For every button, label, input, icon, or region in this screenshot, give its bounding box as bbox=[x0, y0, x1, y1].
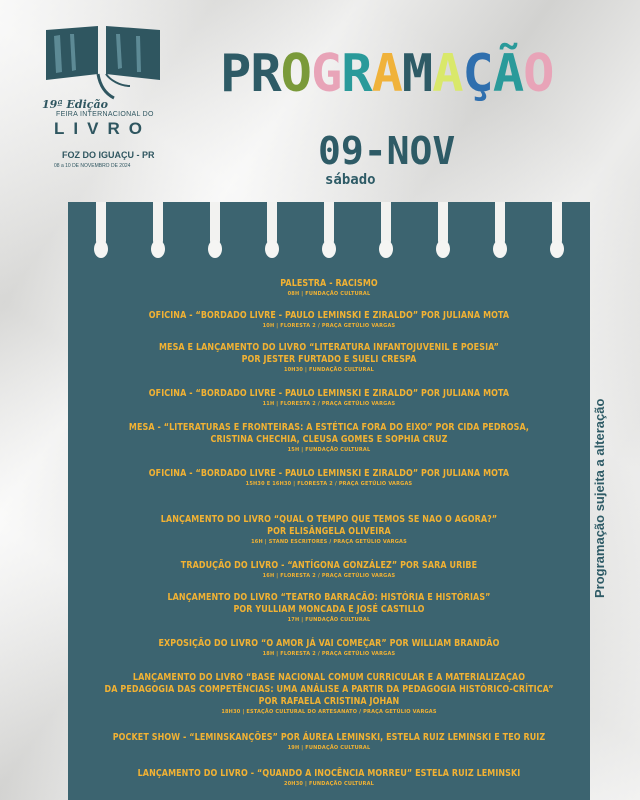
schedule-item-title: OFICINA - “BORDADO LIVRE - PAULO LEMINSKI E ZIRALDO” POR JULIANA MOTA bbox=[148, 388, 510, 399]
event-weekday: sábado bbox=[325, 172, 376, 188]
schedule-item-title: PALESTRA - RACISMO bbox=[280, 278, 378, 289]
logo-edition: 19ª Edição bbox=[42, 98, 108, 111]
schedule-item-time-place: 15H30 E 16H30 | FLORESTA 2 / PRAÇA GETÚLIO VARGAS bbox=[245, 481, 413, 487]
event-date: 09-NOV bbox=[318, 129, 456, 173]
schedule-item-time-place: 10H30 | FUNDAÇÃO CULTURAL bbox=[283, 367, 375, 373]
schedule-item-title: OFICINA - “BORDADO LIVRE - PAULO LEMINSKI E ZIRALDO” POR JULIANA MOTA bbox=[148, 310, 510, 321]
schedule-item bbox=[68, 514, 590, 546]
schedule-item-time-place: 17H | FUNDAÇÃO CULTURAL bbox=[287, 617, 371, 623]
logo-wordmark: LIVRO bbox=[54, 119, 151, 138]
schedule-item-title: DA PEDAGOGIA DAS COMPETÊNCIAS: UMA ANÁLISE A PARTIR DA PEDAGOGIA HISTÓRICO-CRÍTICA” bbox=[104, 684, 554, 695]
schedule-item bbox=[68, 672, 590, 716]
schedule-item-title: OFICINA - “BORDADO LIVRE - PAULO LEMINSKI E ZIRALDO” POR JULIANA MOTA bbox=[148, 468, 510, 479]
schedule-item-title: POR RAFAELA CRISTINA JOHAN bbox=[258, 696, 400, 707]
book-icon bbox=[40, 22, 170, 102]
title-letter: M bbox=[401, 44, 433, 104]
event-list bbox=[68, 202, 590, 800]
schedule-item-time-place: 16H | STAND ESCRITORES / PRAÇA GETÚLIO VARGAS bbox=[251, 539, 407, 545]
title-letter: O bbox=[523, 44, 554, 104]
title-letter: Ç bbox=[462, 44, 493, 104]
title-letter: R bbox=[250, 44, 281, 104]
schedule-item bbox=[68, 468, 590, 488]
schedule-item-title: POR YULLIAM MONCADA E JOSÉ CASTILLO bbox=[233, 604, 425, 615]
title-letter: R bbox=[341, 44, 372, 104]
schedule-item-title: MESA - “LITERATURAS E FRONTEIRAS: A ESTÉTICA FORA DO EIXO” POR CIDA PEDROSA, bbox=[128, 422, 530, 433]
schedule-item bbox=[68, 422, 590, 454]
schedule-item bbox=[68, 768, 590, 788]
page-title bbox=[220, 44, 620, 104]
title-letter: P bbox=[220, 44, 251, 104]
schedule-item-title: POR JESTER FURTADO E SUELI CRESPA bbox=[241, 354, 417, 365]
schedule-item-time-place: 15H | FUNDAÇÃO CULTURAL bbox=[287, 447, 371, 453]
schedule-item bbox=[68, 638, 590, 658]
schedule-item-time-place: 18H | FLORESTA 2 / PRAÇA GETÚLIO VARGAS bbox=[262, 651, 396, 657]
schedule-item-time-place: 19H | FUNDAÇÃO CULTURAL bbox=[287, 745, 371, 751]
schedule-item bbox=[68, 388, 590, 408]
logo-subtitle: FEIRA INTERNACIONAL DO bbox=[56, 111, 154, 118]
schedule-item bbox=[68, 278, 590, 298]
schedule-item-time-place: 11H | FLORESTA 2 / PRAÇA GETÚLIO VARGAS bbox=[262, 401, 396, 407]
schedule-item-title: EXPOSIÇÃO DO LIVRO “O AMOR JÁ VAI COMEÇAR” POR WILLIAM BRANDÃO bbox=[158, 638, 500, 649]
schedule-item bbox=[68, 310, 590, 330]
schedule-item-title: LANÇAMENTO DO LIVRO “QUAL O TEMPO QUE TEMOS SE NÃO O AGORA?” bbox=[160, 514, 498, 525]
schedule-item bbox=[68, 592, 590, 624]
logo-dates: 08 a 10 DE NOVEMBRO DE 2024 bbox=[54, 163, 131, 169]
schedule-item-title: LANÇAMENTO DO LIVRO - “QUANDO A INOCÊNCIA MORREU” ESTELA RUIZ LEMINSKI bbox=[137, 768, 521, 779]
schedule-item-title: MESA E LANÇAMENTO DO LIVRO “LITERATURA INFANTOJUVENIL E POESIA” bbox=[158, 342, 500, 353]
schedule-item-time-place: 10H | FLORESTA 2 / PRAÇA GETÚLIO VARGAS bbox=[262, 323, 396, 329]
schedule-item-time-place: 18H30 | ESTAÇÃO CULTURAL DO ARTESANATO / PRAÇA GETÚLIO VARGAS bbox=[221, 709, 437, 715]
schedule-item-time-place: 20H30 | FUNDAÇÃO CULTURAL bbox=[283, 781, 375, 787]
schedule-item bbox=[68, 732, 590, 752]
logo-city: FOZ DO IGUAÇU - PR bbox=[62, 150, 155, 160]
schedule-item-title: POR ELISÂNGELA OLIVEIRA bbox=[267, 526, 391, 537]
festival-logo bbox=[40, 22, 170, 182]
schedule-item-time-place: 08H | FUNDAÇÃO CULTURAL bbox=[287, 291, 371, 297]
title-letter: G bbox=[310, 44, 342, 104]
schedule-item-title: CRISTINA CHECHIA, CLEUSA GOMES E SOPHIA CRUZ bbox=[210, 434, 448, 445]
schedule-board bbox=[68, 202, 590, 800]
schedule-item-title: POCKET SHOW - “LEMINSKANÇÕES” POR ÁUREA LEMINSKI, ESTELA RUIZ LEMINSKI E TEO RUIZ bbox=[112, 732, 546, 743]
schedule-item bbox=[68, 342, 590, 374]
change-notice: Programação sujeita a alteração bbox=[592, 398, 607, 598]
schedule-item-time-place: 16H | FLORESTA 2 / PRAÇA GETÚLIO VARGAS bbox=[262, 573, 396, 579]
title-letter: Ã bbox=[492, 44, 524, 104]
schedule-item-title: LANÇAMENTO DO LIVRO “TEATRO BARRACÃO: HISTÓRIA E HISTÓRIAS” bbox=[167, 592, 491, 603]
schedule-item-title: TRADUÇÃO DO LIVRO - “ANTÍGONA GONZÁLEZ” POR SARA URIBE bbox=[180, 560, 478, 571]
schedule-item bbox=[68, 560, 590, 580]
title-letter: O bbox=[280, 44, 311, 104]
title-letter: A bbox=[432, 44, 463, 104]
title-letter: A bbox=[371, 44, 402, 104]
schedule-item-title: LANÇAMENTO DO LIVRO “BASE NACIONAL COMUM CURRICULAR E A MATERIALIZAÇÃO bbox=[132, 672, 526, 683]
